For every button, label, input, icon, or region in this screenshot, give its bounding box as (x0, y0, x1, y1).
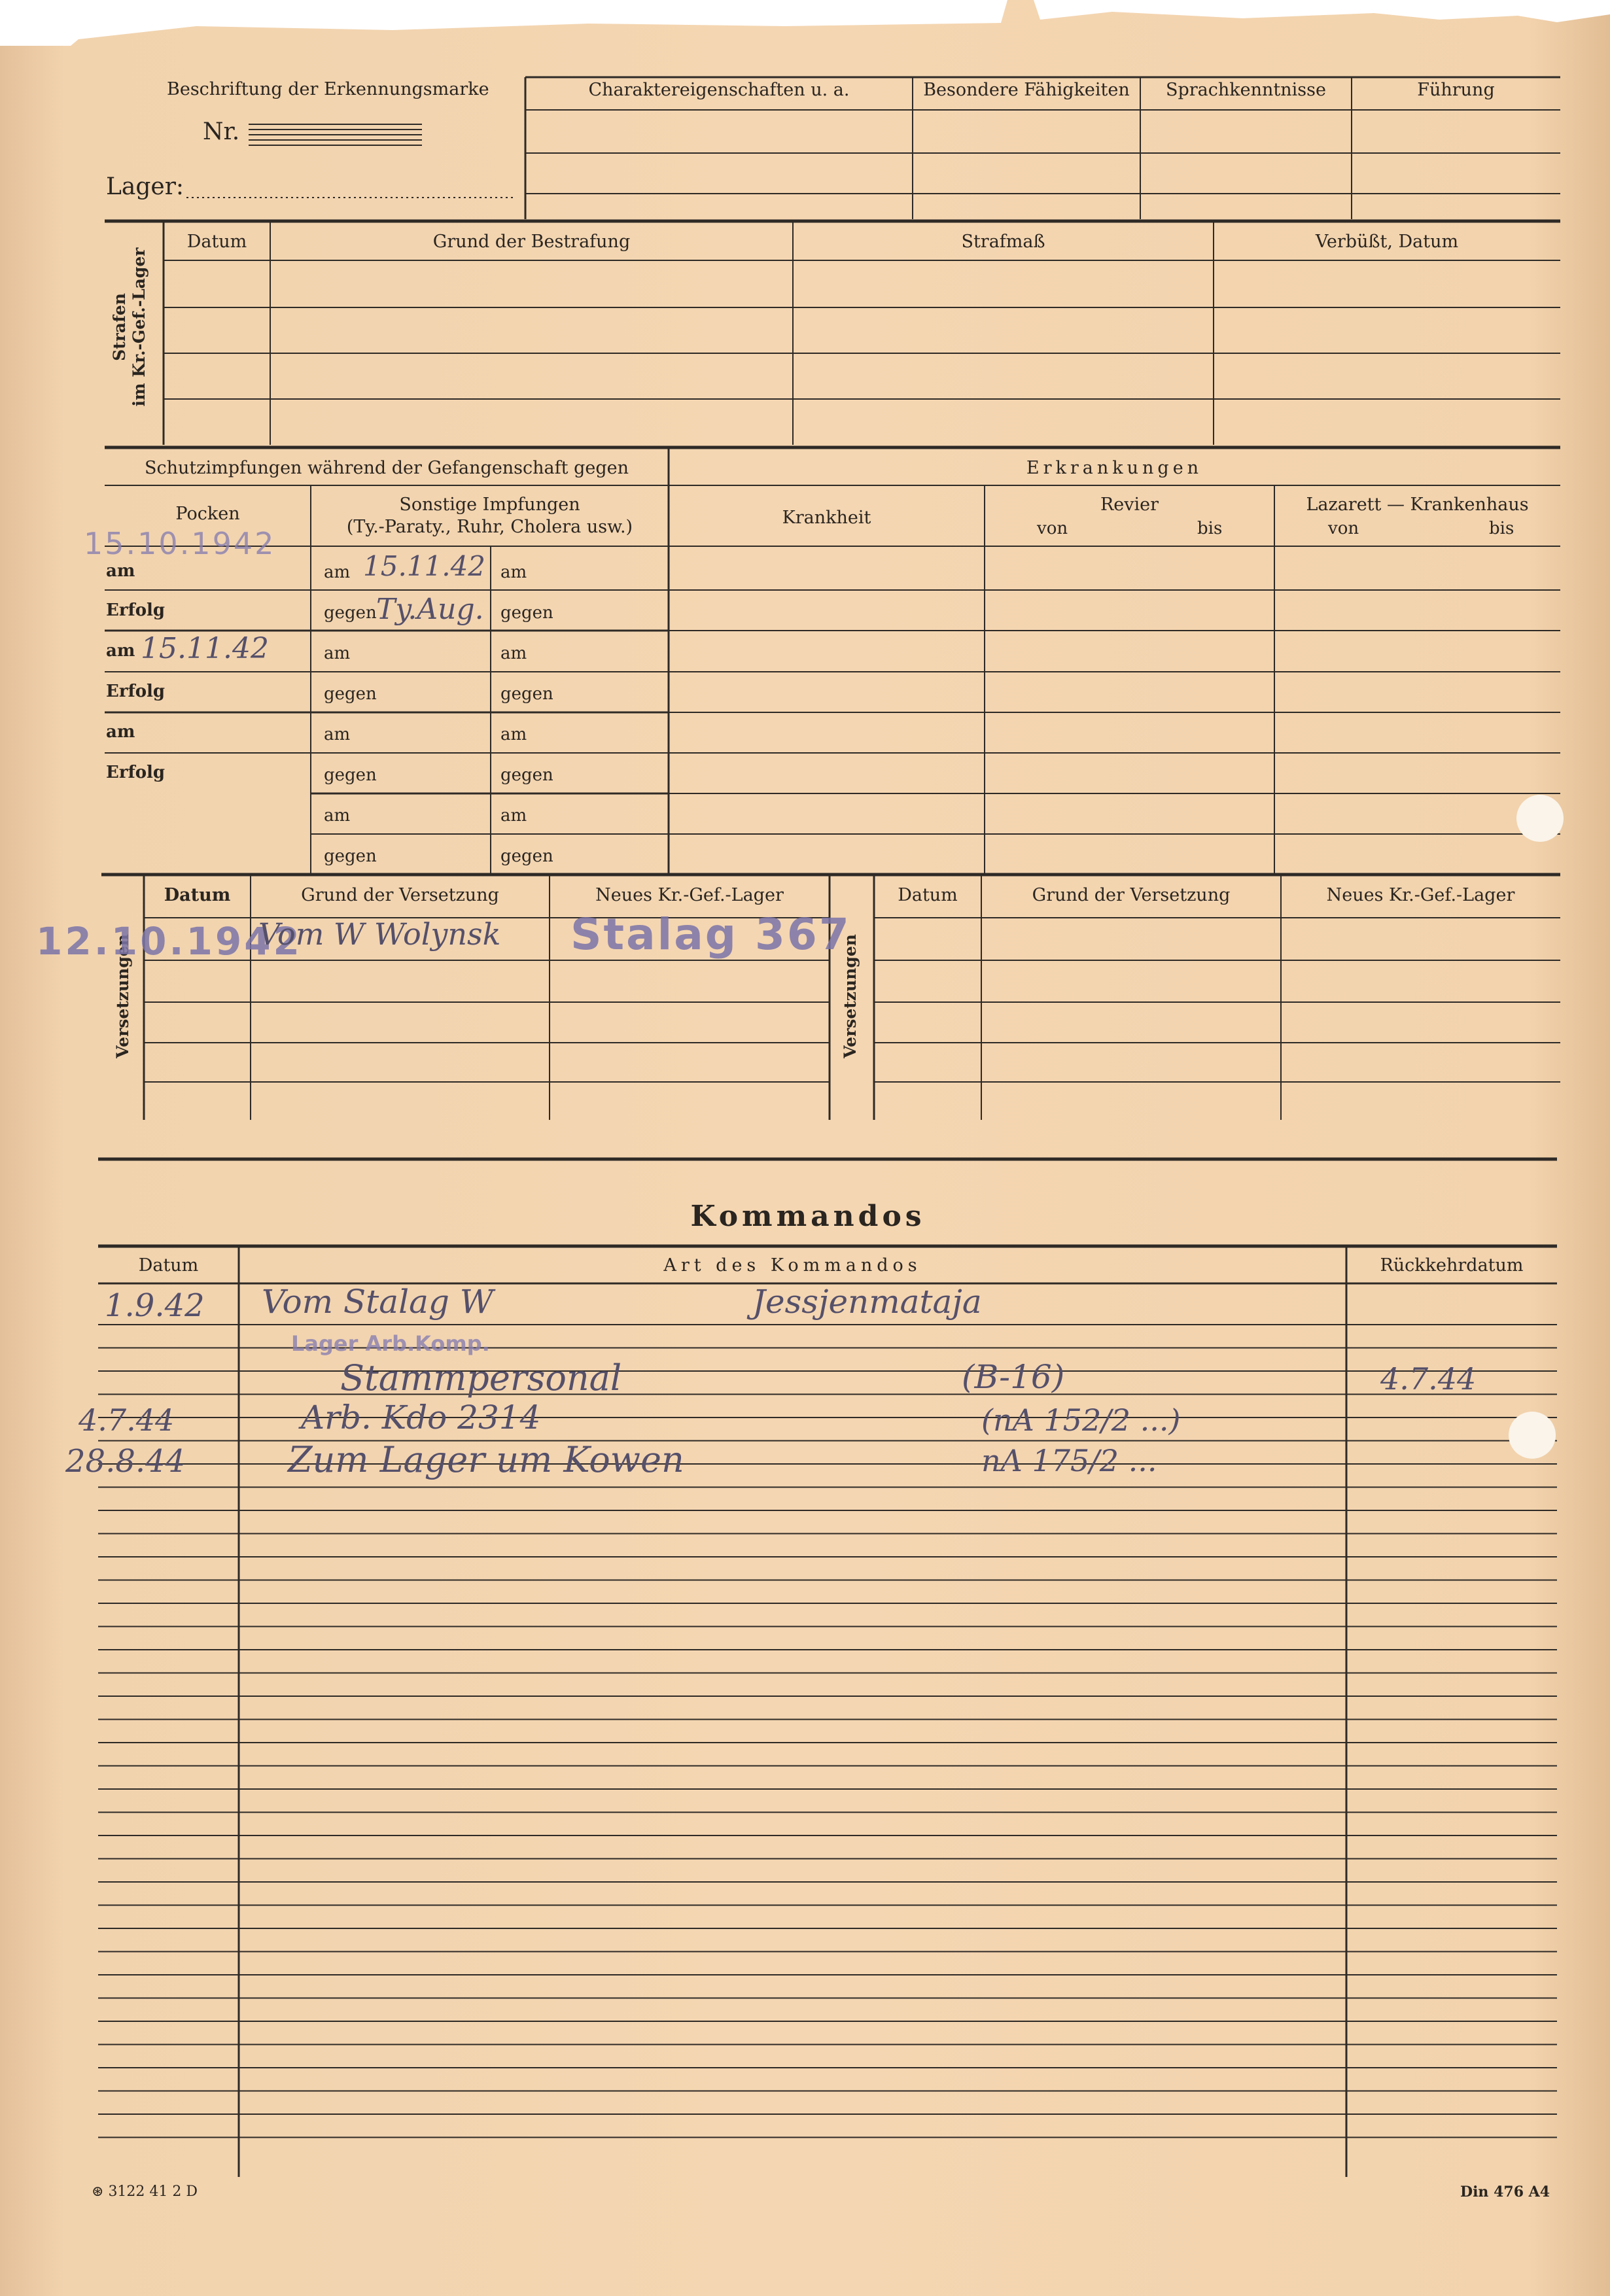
versetzung-grund-handwritten: Vom W Wolynsk (258, 916, 501, 952)
kom-col-art: Art des Kommandos (663, 1255, 922, 1276)
erk-lazarett-von: von (1328, 519, 1359, 538)
sonst-am-4b: am (500, 806, 527, 826)
sonst-gegen-4b: gegen (500, 846, 553, 866)
col-fuehrung: Führung (1417, 80, 1495, 100)
kom-row-1-art-b: Jessjenmataja (752, 1283, 982, 1321)
kom-row-1-datum: 1.9.42 (105, 1287, 205, 1324)
kom-row-4-art-a: Arb. Kdo 2314 (301, 1399, 541, 1436)
footer-left-text: 3122 41 2 D (108, 2183, 198, 2200)
kom-row-5-art-b: nA 175/2 ... (981, 1443, 1157, 1478)
versetzung-date-stamp: 12.10.1942 (36, 919, 302, 964)
sonst-am-1b: am (500, 563, 527, 582)
sonst-gegen-3b: gegen (500, 765, 553, 785)
pocken-date-stamp: 15.10.1942 (84, 526, 276, 561)
sonst-am-1a: am (324, 563, 351, 582)
erkennungsmarke-title: Beschriftung der Erkennungsmarke (167, 79, 489, 99)
strafen-col-verbuesst: Verbüßt, Datum (1315, 232, 1459, 252)
kom-row-2-stamp: Lager Arb.Komp. (291, 1331, 490, 1356)
impf-col-sonstige-2: (Ty.-Paraty., Ruhr, Cholera usw.) (346, 517, 633, 537)
sonst-am-1-handwritten: 15.11.42 (363, 550, 486, 582)
strafen-col-datum: Datum (186, 232, 247, 252)
col-charakter: Charaktereigenschaften u. a. (588, 80, 850, 100)
sonst-gegen-4a: gegen (324, 846, 377, 866)
footer-form-number (92, 2185, 198, 2199)
footer-logo-icon: ⊛ (92, 2183, 109, 2200)
versetzungen-side-label-left: Versetzungen (113, 934, 132, 1058)
kom-row-1-art-a: Vom Stalag W (262, 1283, 494, 1321)
impf-col-sonstige-1: Sonstige Impfungen (399, 495, 580, 515)
vers-left-col-datum: Datum (164, 885, 231, 905)
col-sprachen: Sprachkenntnisse (1166, 80, 1326, 100)
sonst-gegen-1a: gegen (324, 603, 377, 623)
sonst-gegen-2a: gegen (324, 684, 377, 704)
sonst-am-2b: am (500, 644, 527, 663)
strafen-col-grund: Grund der Bestrafung (432, 232, 631, 252)
sonst-gegen-2b: gegen (500, 684, 553, 704)
erk-lazarett-bis: bis (1489, 519, 1514, 538)
kom-row-5-datum: 28.8.44 (65, 1443, 186, 1480)
kom-row-3-art-b: (B-16) (962, 1358, 1065, 1396)
kom-row-4-datum: 4.7.44 (79, 1402, 175, 1438)
strafen-side-label-1: Strafen (110, 293, 129, 361)
sonst-am-3b: am (500, 725, 527, 744)
pocken-erfolg-2: Erfolg (106, 682, 166, 701)
vers-left-col-grund: Grund der Versetzung (301, 885, 499, 905)
nr-label: Nr. (203, 118, 240, 145)
strafen-col-strafmass: Strafmaß (961, 232, 1045, 252)
pocken-am-1: am (106, 561, 135, 581)
erkrankungen-title: Erkrankungen (1026, 458, 1203, 478)
punch-hole-lower (1509, 1412, 1556, 1459)
sonst-gegen-1-handwritten: Ty.Aug. (376, 593, 484, 626)
kom-row-3-art-a: Stammpersonal (340, 1357, 622, 1399)
erk-col-krankheit: Krankheit (782, 508, 871, 528)
impf-col-pocken: Pocken (175, 504, 240, 524)
stalag-stamp: Stalag 367 (570, 909, 851, 960)
kom-col-rueckkehr: Rückkehrdatum (1380, 1255, 1524, 1276)
versetzungen-side-label-right: Versetzungen (841, 934, 860, 1058)
erk-col-lazarett: Lazarett — Krankenhaus (1306, 495, 1529, 515)
punch-hole-upper (1516, 795, 1564, 842)
kom-col-datum: Datum (138, 1255, 199, 1276)
footer-din: Din 476 A4 (1460, 2183, 1550, 2200)
sonst-gegen-1b: gegen (500, 603, 553, 623)
kom-row-3-rueckkehr: 4.7.44 (1380, 1361, 1477, 1397)
pocken-erfolg-1: Erfolg (106, 600, 166, 620)
sonst-am-3a: am (324, 725, 351, 744)
strafen-side-label-2: im Kr.-Gef.-Lager (130, 247, 149, 407)
sonst-am-4a: am (324, 806, 351, 826)
kom-row-4-art-b: (nA 152/2 ...) (981, 1402, 1181, 1438)
kom-row-5-art-a: Zum Lager um Kowen (288, 1439, 684, 1480)
sonst-gegen-3a: gegen (324, 765, 377, 785)
lager-label: Lager: (106, 173, 184, 200)
impfungen-title: Schutzimpfungen während der Gefangenschaft gegen (145, 458, 629, 478)
pocken-erfolg-3: Erfolg (106, 763, 166, 782)
vers-right-col-grund: Grund der Versetzung (1032, 885, 1231, 905)
erk-revier-bis: bis (1197, 519, 1223, 538)
vers-right-col-neues: Neues Kr.-Gef.-Lager (1326, 885, 1515, 905)
vers-left-col-neues: Neues Kr.-Gef.-Lager (595, 885, 784, 905)
erk-col-revier: Revier (1100, 495, 1159, 515)
pocken-am-2: am (106, 641, 135, 661)
col-faehigkeiten: Besondere Fähigkeiten (923, 80, 1130, 100)
kommandos-title: Kommandos (690, 1200, 926, 1233)
vers-right-col-datum: Datum (898, 885, 958, 905)
sonst-am-2a: am (324, 644, 351, 663)
pocken-am-3: am (106, 722, 135, 742)
pocken-am-2-handwritten: 15.11.42 (141, 632, 269, 665)
erk-revier-von: von (1037, 519, 1068, 538)
